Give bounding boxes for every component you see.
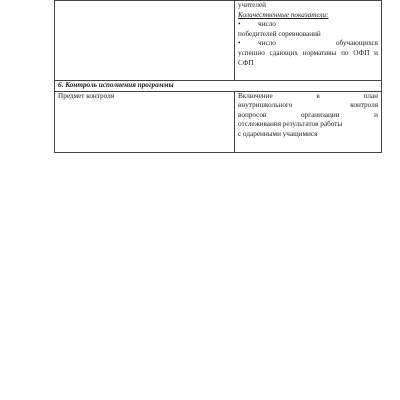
control-content-cell: [235, 91, 382, 152]
text-word: план: [363, 91, 378, 100]
teachers-text: учителей: [238, 1, 267, 9]
text-word: вопросов: [238, 110, 267, 119]
indicators-cell: [235, 1, 382, 81]
list-item-line: [258, 39, 378, 49]
text-word: контроля: [350, 101, 378, 110]
quantitative-header: Количественные показатели:: [238, 10, 329, 19]
table-row: [55, 91, 382, 152]
text-word: и: [374, 110, 378, 119]
empty-cell: [55, 1, 235, 81]
table-row: [55, 1, 382, 81]
list-item: [238, 20, 378, 30]
text-word: внутришкольного: [238, 101, 293, 110]
text-line: отслеживания результатов работы: [238, 120, 343, 129]
text-word: в: [316, 91, 320, 100]
text-word: организации: [300, 110, 340, 119]
list-item-word: число: [258, 20, 276, 29]
text-line: с одаренными учащимися: [238, 129, 318, 138]
table-row: [55, 81, 382, 92]
text-line: [238, 92, 378, 102]
bullet-icon: •: [238, 20, 241, 29]
text-word: Включение: [238, 91, 273, 100]
text-line: [238, 111, 378, 121]
text-line: [238, 101, 378, 111]
section-header: 6. Контроль исполнения программы: [55, 81, 382, 92]
list-item-text: победителей соревнований: [238, 29, 321, 38]
list-item-word: число: [258, 39, 276, 48]
program-table: [54, 0, 382, 153]
list-item-text: успешно сдающих нормативы по ОФП и СФП: [238, 48, 378, 67]
list-item-word: обучающихся: [335, 39, 378, 48]
bullet-icon: •: [238, 39, 241, 48]
control-label-cell: Предмет контроля: [55, 91, 235, 152]
list-item: [238, 39, 378, 49]
